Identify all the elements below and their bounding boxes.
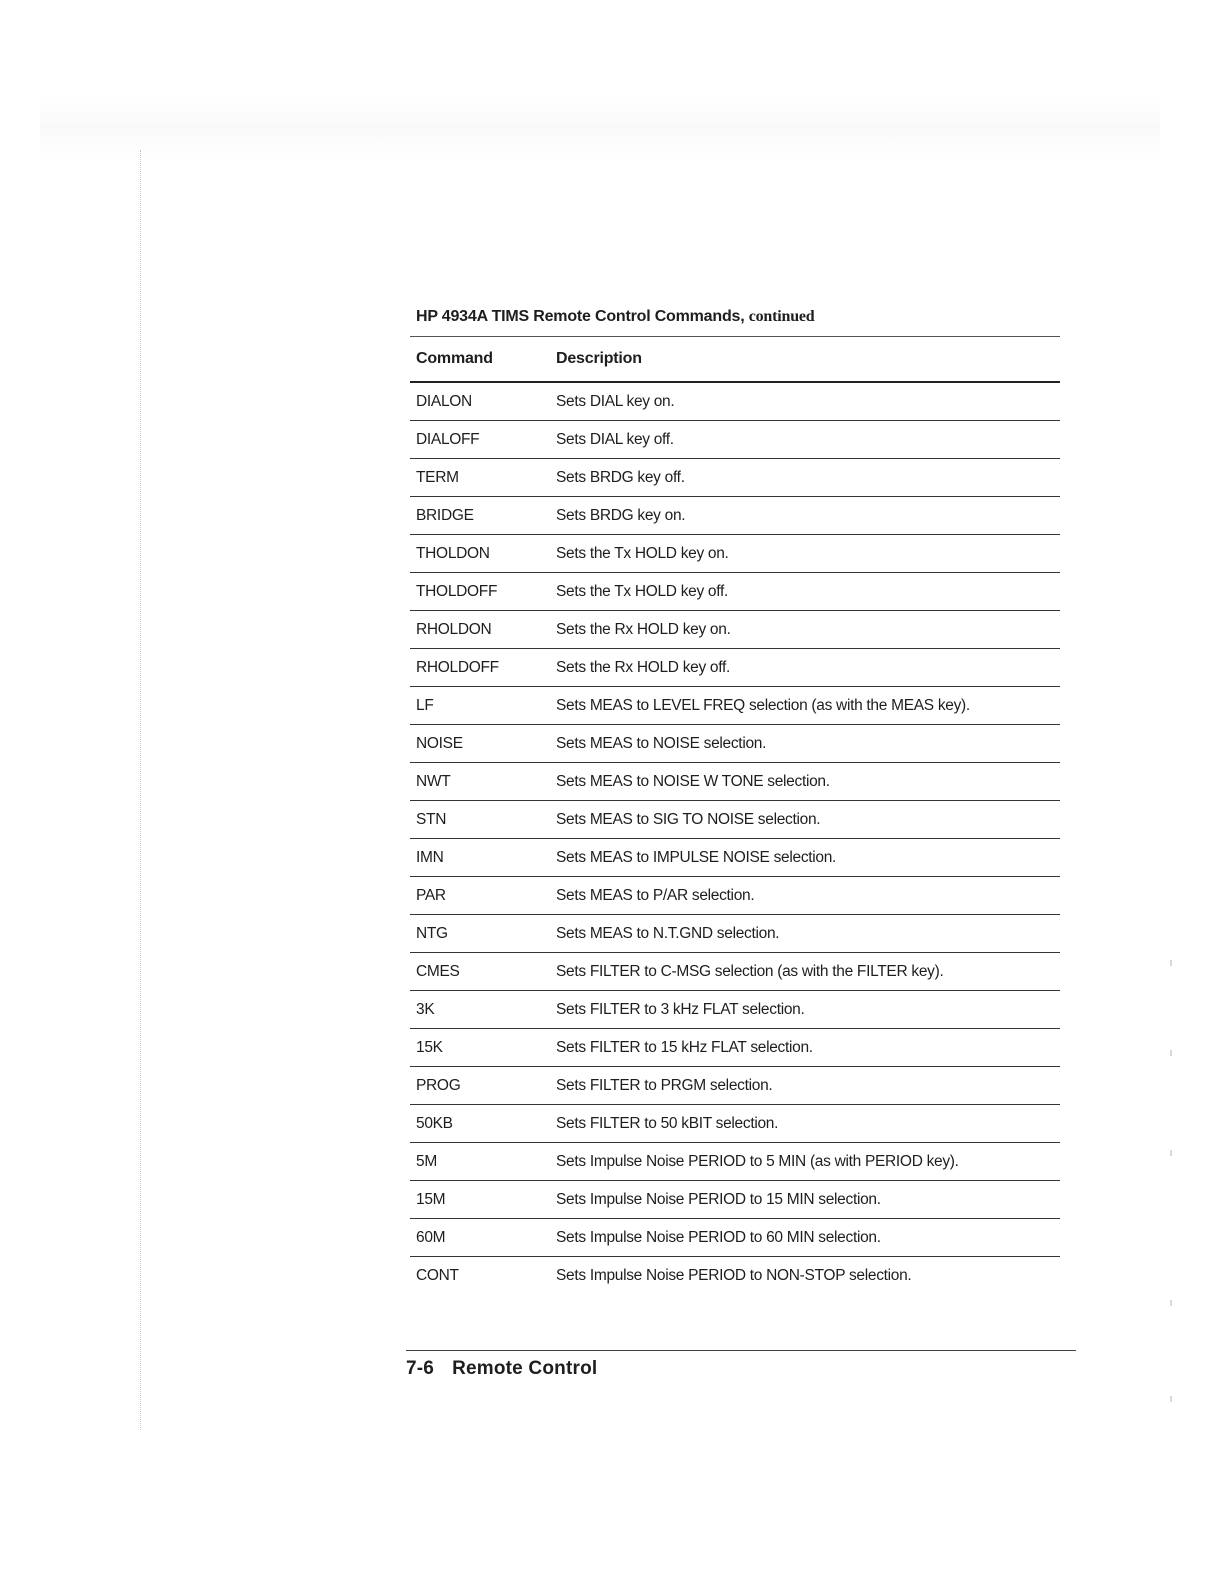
description-cell: Sets FILTER to C-MSG selection (as with the FILTER key).: [556, 962, 944, 980]
command-cell: 3K: [416, 1000, 435, 1018]
description-cell: Sets MEAS to SIG TO NOISE selection.: [556, 810, 821, 828]
table-row: [410, 800, 1060, 838]
command-cell: RHOLDOFF: [416, 658, 499, 676]
table-row: [410, 1256, 1060, 1294]
page-footer: [406, 1350, 1076, 1380]
command-cell: BRIDGE: [416, 506, 474, 524]
description-cell: Sets MEAS to IMPULSE NOISE selection.: [556, 848, 837, 866]
command-cell: 15K: [416, 1038, 443, 1056]
table-row: [410, 1104, 1060, 1142]
command-table: [410, 308, 1060, 1294]
description-cell: Sets FILTER to 50 kBIT selection.: [556, 1114, 779, 1132]
description-cell: Sets DIAL key off.: [556, 430, 674, 448]
table-row: [410, 762, 1060, 800]
scan-speck: [1170, 1050, 1172, 1056]
column-header-command: Command: [416, 350, 493, 367]
scan-speck: [1170, 960, 1172, 966]
description-cell: Sets BRDG key off.: [556, 468, 685, 486]
scan-speck: [1170, 1150, 1172, 1156]
description-cell: Sets Impulse Noise PERIOD to 5 MIN (as with PERIOD key).: [556, 1152, 959, 1170]
table-body: [410, 383, 1060, 1294]
command-cell: STN: [416, 810, 447, 828]
command-cell: NWT: [416, 772, 451, 790]
description-cell: Sets MEAS to P/AR selection.: [556, 886, 755, 904]
table-row: [410, 1180, 1060, 1218]
description-cell: Sets the Rx HOLD key off.: [556, 658, 730, 676]
description-cell: Sets FILTER to PRGM selection.: [556, 1076, 773, 1094]
table-row: [410, 838, 1060, 876]
command-cell: 60M: [416, 1228, 446, 1246]
command-cell: PAR: [416, 886, 446, 904]
table-title-continued: continued: [748, 308, 815, 325]
description-cell: Sets MEAS to LEVEL FREQ selection (as with the MEAS key).: [556, 696, 970, 714]
description-cell: Sets the Tx HOLD key on.: [556, 544, 729, 562]
table-row: [410, 420, 1060, 458]
table-row: [410, 383, 1060, 420]
table-row: [410, 496, 1060, 534]
command-cell: NTG: [416, 924, 448, 942]
description-cell: Sets the Tx HOLD key off.: [556, 582, 728, 600]
description-cell: Sets the Rx HOLD key on.: [556, 620, 731, 638]
table-row: [410, 990, 1060, 1028]
table-row: [410, 1142, 1060, 1180]
table-row: [410, 876, 1060, 914]
command-cell: CMES: [416, 962, 460, 980]
footer-rule: [406, 1350, 1076, 1351]
table-row: [410, 686, 1060, 724]
description-cell: Sets BRDG key on.: [556, 506, 686, 524]
command-cell: 15M: [416, 1190, 446, 1208]
table-row: [410, 610, 1060, 648]
section-name: Remote Control: [452, 1358, 598, 1379]
command-cell: PROG: [416, 1076, 461, 1094]
description-cell: Sets FILTER to 3 kHz FLAT selection.: [556, 1000, 805, 1018]
scan-speck: [1170, 1396, 1172, 1402]
scan-speck: [1170, 1300, 1172, 1306]
table-row: [410, 534, 1060, 572]
table-row: [410, 648, 1060, 686]
binding-margin-line: [140, 150, 141, 1430]
table-title: [416, 308, 1060, 326]
description-cell: Sets Impulse Noise PERIOD to 15 MIN selection.: [556, 1190, 881, 1208]
table-row: [410, 724, 1060, 762]
column-header-description: Description: [556, 350, 642, 367]
table-row: [410, 1218, 1060, 1256]
table-row: [410, 1028, 1060, 1066]
command-cell: THOLDON: [416, 544, 490, 562]
command-cell: DIALON: [416, 392, 472, 410]
footer-text: [406, 1358, 1076, 1380]
description-cell: Sets FILTER to 15 kHz FLAT selection.: [556, 1038, 813, 1056]
description-cell: Sets MEAS to NOISE W TONE selection.: [556, 772, 830, 790]
description-cell: Sets MEAS to NOISE selection.: [556, 734, 767, 752]
command-cell: 5M: [416, 1152, 437, 1170]
command-cell: TERM: [416, 468, 459, 486]
command-cell: DIALOFF: [416, 430, 480, 448]
table-row: [410, 952, 1060, 990]
command-cell: NOISE: [416, 734, 463, 752]
table-row: [410, 914, 1060, 952]
table-title-main: HP 4934A TIMS Remote Control Commands,: [416, 308, 745, 325]
page-number: 7-6: [406, 1358, 435, 1379]
table-row: [410, 1066, 1060, 1104]
command-cell: RHOLDON: [416, 620, 492, 638]
command-cell: IMN: [416, 848, 444, 866]
description-cell: Sets MEAS to N.T.GND selection.: [556, 924, 780, 942]
table-header-row: [410, 337, 1060, 381]
table-row: [410, 458, 1060, 496]
description-cell: Sets DIAL key on.: [556, 392, 675, 410]
command-cell: 50KB: [416, 1114, 453, 1132]
command-cell: LF: [416, 696, 434, 714]
scan-shadow: [40, 92, 1160, 162]
command-cell: THOLDOFF: [416, 582, 498, 600]
command-cell: CONT: [416, 1266, 459, 1284]
table-row: [410, 572, 1060, 610]
description-cell: Sets Impulse Noise PERIOD to 60 MIN selection.: [556, 1228, 881, 1246]
description-cell: Sets Impulse Noise PERIOD to NON-STOP selection.: [556, 1266, 912, 1284]
